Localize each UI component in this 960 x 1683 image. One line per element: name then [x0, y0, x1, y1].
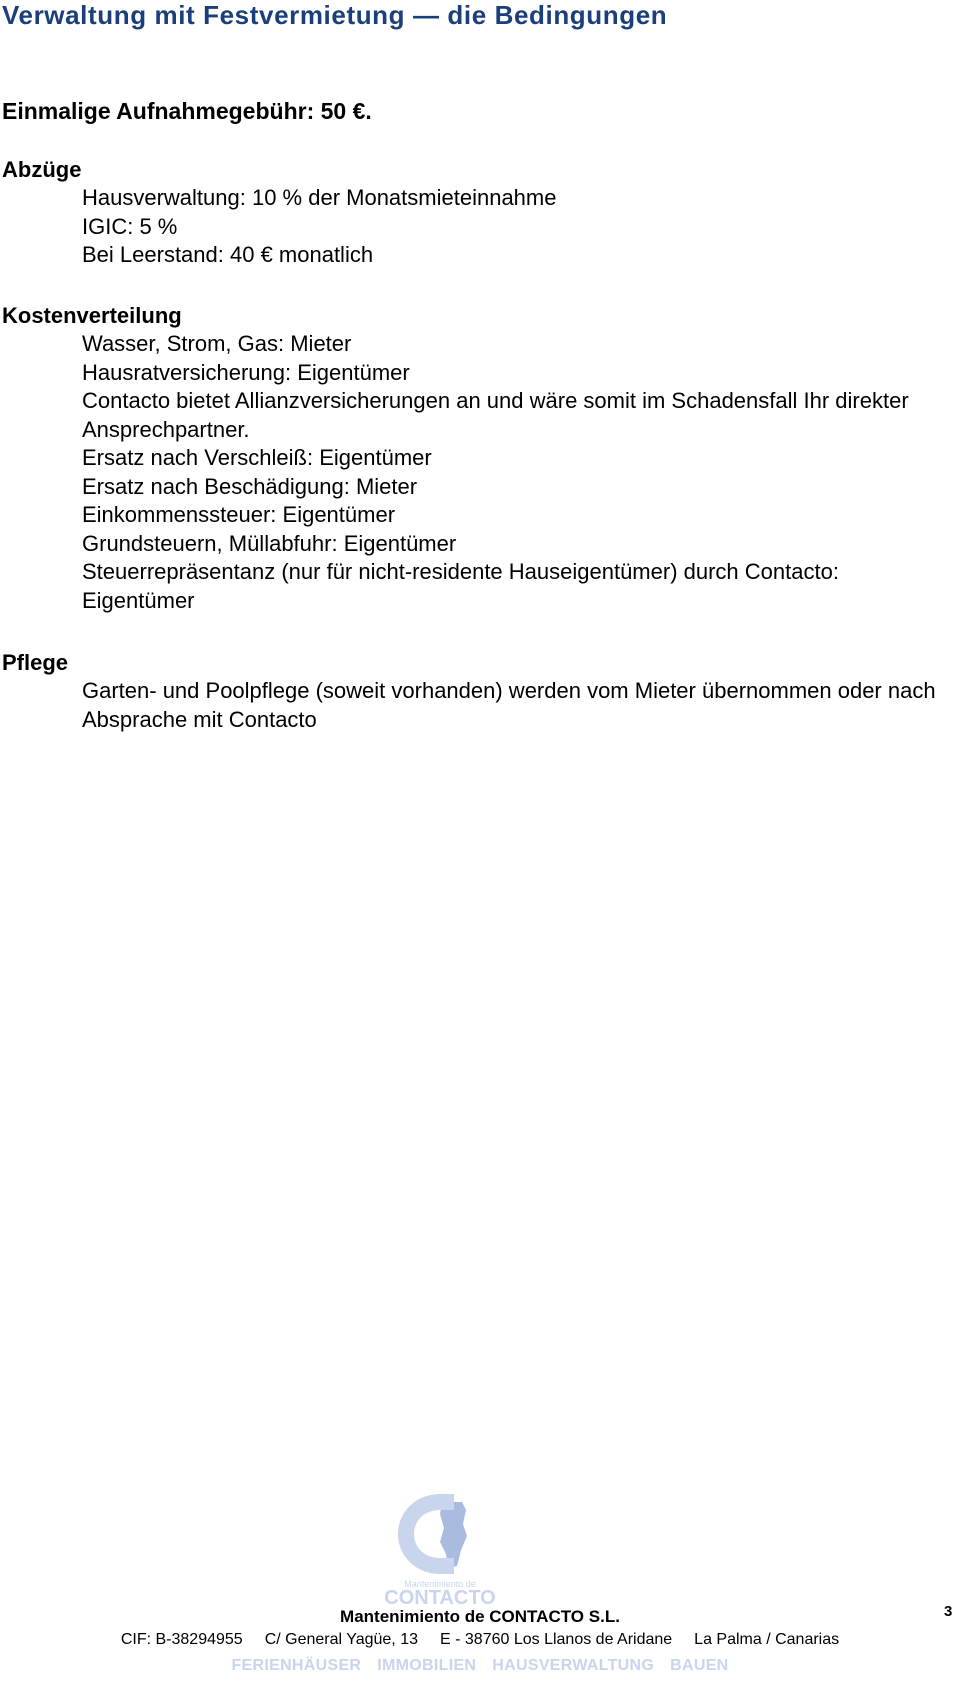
item-list [2, 184, 952, 270]
document-title: Verwaltung mit Festvermietung — die Bedingungen [2, 0, 668, 30]
list-item: Bei Leerstand: 40 € monatlich [82, 242, 374, 267]
tagline-item: IMMOBILIEN [377, 1657, 477, 1674]
list-item: Ersatz nach Beschädigung: Mieter [82, 473, 418, 499]
list-item: Contacto bietet Allianzversicherungen an und wäre somit im Schadensfall Ihr direkter Ansprechpartner. [82, 388, 909, 442]
list-item: Einkommenssteuer: Eigentümer [82, 502, 396, 527]
logo-line-1: Mantenimiento de [404, 1579, 476, 1589]
list-item: Grundsteuern, Müllabfuhr: Eigentümer [82, 530, 457, 556]
region: La Palma / Canarias [694, 1631, 840, 1648]
section-heading: Abzüge [2, 157, 82, 182]
company-tagline [0, 1657, 960, 1675]
section-kostenverteilung [2, 301, 952, 615]
section-heading: Pflege [2, 650, 69, 675]
tagline-item: FERIENHÄUSER [231, 1657, 362, 1674]
item-list [2, 330, 952, 615]
company-address [0, 1631, 960, 1649]
section-heading: Kostenverteilung [2, 303, 182, 328]
section-abzuege [2, 155, 952, 270]
item-list [2, 677, 952, 734]
list-item: Ersatz nach Verschleiß: Eigentümer [82, 445, 432, 470]
postal-city: E - 38760 Los Llanos de Aridane [440, 1631, 673, 1648]
list-item: Hausratversicherung: Eigentümer [82, 359, 410, 385]
list-item: Steuerrepräsentanz (nur für nicht-residente Hauseigentümer) durch Contacto: Eigentümer [82, 559, 839, 613]
logo-line-2: CONTACTO [384, 1587, 496, 1608]
list-item: Wasser, Strom, Gas: Mieter [82, 331, 352, 356]
list-item: Hausverwaltung: 10 % der Monatsmieteinnahme [82, 185, 557, 210]
tagline-item: HAUSVERWALTUNG [492, 1657, 655, 1674]
page-footer [0, 1490, 960, 1683]
list-item: IGIC: 5 % [82, 213, 178, 239]
section-pflege [2, 648, 952, 734]
tax-id: CIF: B-38294955 [120, 1631, 243, 1648]
page-number: 3 [944, 1603, 953, 1620]
company-name: Mantenimiento de CONTACTO S.L. [340, 1607, 620, 1626]
list-item: Garten- und Poolpflege (soweit vorhanden) werden vom Mieter übernommen oder nach Absprache mit Contacto [82, 678, 936, 732]
tagline-item: BAUEN [670, 1657, 729, 1674]
street-address: C/ General Yagüe, 13 [264, 1631, 418, 1648]
contacto-logo-icon [368, 1490, 512, 1608]
admission-fee: Einmalige Aufnahmegebühr: 50 €. [2, 98, 372, 124]
